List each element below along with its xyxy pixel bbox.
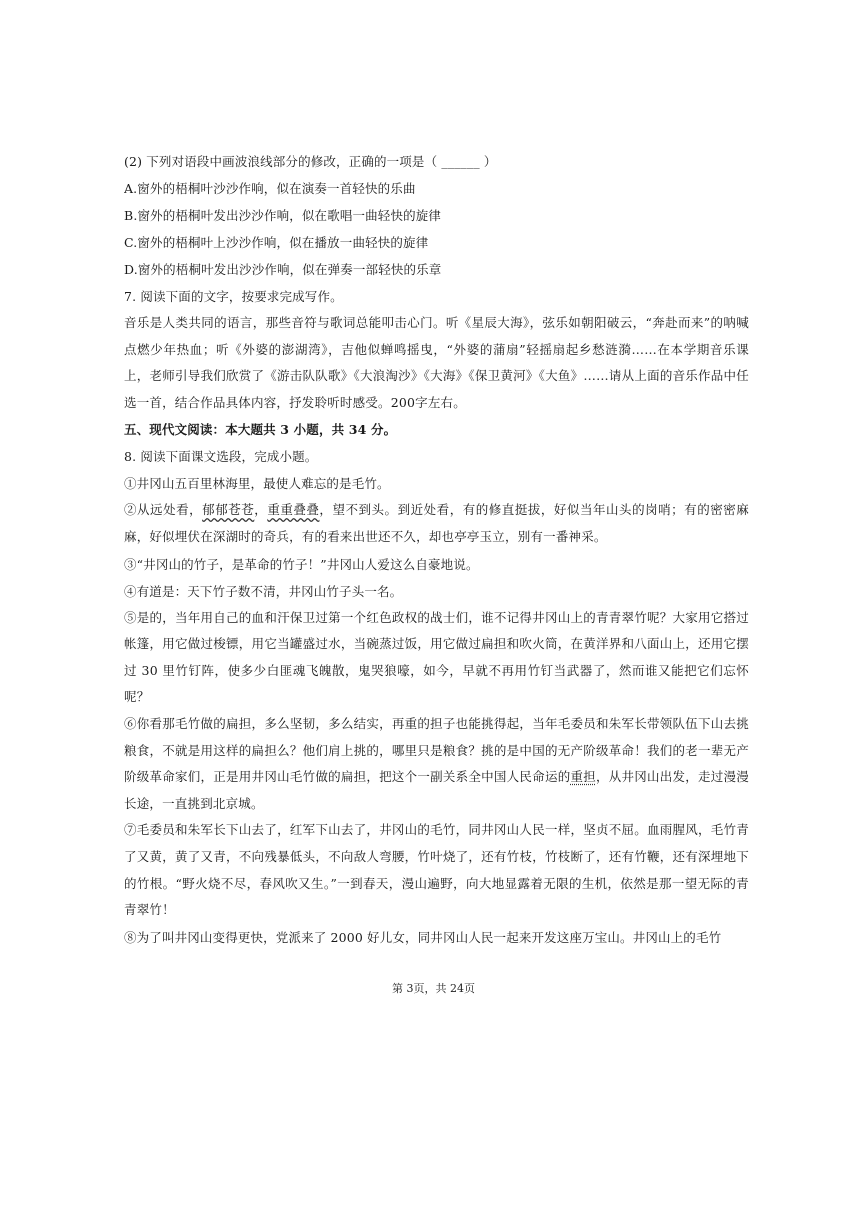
- section-5-heading: 五、现代文阅读：本大题共 3 小题，共 34 分。: [124, 422, 397, 438]
- passage-paragraph-5: ⑤是的，当年用自己的血和汗保卫过第一个红色政权的战士们，谁不记得井冈山上的青青翠竹呢？大家用它搭过帐篷，用它做过梭镖，用它当罐盛过水，当碗蒸过饭，用它做过扁担和吹火筒，在黄洋界和八面山上，还用它摆过 30 里竹钉阵，使多少白匪魂飞魄散，鬼哭狼嚎，如今，早就不再用竹钉当武器了，然而谁又能把它们忘怀呢？: [124, 609, 749, 705]
- passage-paragraph-6: [124, 711, 749, 817]
- paragraph-6-text-a: ⑥你看那毛竹做的扁担，多么坚韧，多么结实，再重的担子也能挑得起，当年毛委员和朱军长带领队伍下山去挑粮食，不就是用这样的扁担么？他们肩上挑的，哪里只是粮食？挑的是中国的无产阶级革命！我们的老一辈无产阶级革命家们，正是用井冈山毛竹做的扁担，把这个一副关系全中国人民命运的: [124, 715, 749, 785]
- wavy-underline-phrase-1: 郁郁苍苍: [202, 502, 255, 518]
- passage-paragraph-8: ⑧为了叫井冈山变得更快，党派来了 2000 好儿女，同井冈山人民一起来开发这座万宝山。井冈山上的毛竹: [124, 929, 722, 945]
- paragraph-2-text-c: ，望不到头。到近处看，有的修直挺拔，好似当年山头的岗哨；有的密密麻麻，好似埋伏在深湖时的奇兵，有的看来出世还不久，却也亭亭玉立，别有一番神采。: [124, 502, 749, 544]
- passage-paragraph-1: ①井冈山五百里林海里，最使人难忘的是毛竹。: [124, 476, 390, 492]
- passage-paragraph-3: ③“井冈山的竹子，是革命的竹子！”井冈山人爱这么自豪地说。: [124, 556, 479, 572]
- wavy-underline-phrase-2: 重重叠叠: [267, 502, 320, 518]
- passage-paragraph-2: [124, 497, 749, 550]
- paragraph-2-text-a: ②从远处看，: [124, 502, 203, 518]
- option-a: A.窗外的梧桐叶沙沙作响，似在演奏一首轻快的乐曲: [124, 181, 416, 196]
- passage-paragraph-7: ⑦毛委员和朱军长下山去了，红军下山去了，井冈山的毛竹，同井冈山人民一样，坚贞不屈。血雨腥风，毛竹青了又黄，黄了又青，不向残暴低头，不向敌人弯腰，竹叶烧了，还有竹枝，竹枝断了，还有竹鞭，还有深埋地下的竹根。“野火烧不尽，春风吹又生。”一到春天，漫山遍野，向大地显露着无限的生机，依然是那一望无际的青青翠竹！: [124, 822, 749, 918]
- option-c: C.窗外的梧桐叶上沙沙作响，似在播放一曲轻快的旋律: [124, 235, 429, 250]
- paragraph-2-text-b: ，: [254, 502, 268, 518]
- question-6-2-stem: (2) 下列对语段中画波浪线部分的修改，正确的一项是（ ______ ）: [124, 154, 497, 169]
- question-7-body: 音乐是人类共同的语言，那些音符与歌词总能叩击心门。听《星辰大海》，弦乐如朝阳破云，“奔赴而来”的呐喊点燃少年热血；听《外婆的澎湖湾》，吉他似蝉鸣摇曳，“外婆的蒲扇”轻摇扇起乡愁涟漪……在本学期音乐课上，老师引导我们欣赏了《游击队队歌》《大浪淘沙》《大海》《保卫黄河》《大鱼》……请从上面的音乐作品中任选一首，结合作品具体内容，抒发聆听时感受。200字左右。: [124, 315, 749, 410]
- dotted-underline-word: 重担: [570, 769, 596, 785]
- page-footer: 第 3页，共 24页: [392, 982, 475, 995]
- option-d: D.窗外的梧桐叶发出沙沙作响，似在弹奏一部轻快的乐章: [124, 262, 442, 277]
- passage-paragraph-4: ④有道是：天下竹子数不清，井冈山竹子头一名。: [124, 583, 403, 599]
- question-8-title: 8. 阅读下面课文选段，完成小题。: [124, 449, 318, 465]
- option-b: B.窗外的梧桐叶发出沙沙作响，似在歌唱一曲轻快的旋律: [124, 208, 442, 223]
- paragraph-6-text-b: ，从井冈山出发，走过漫漫长途，一直挑到北京城。: [124, 769, 749, 811]
- question-7-title: 7. 阅读下面的文字，按要求完成写作。: [124, 289, 343, 304]
- page-content: [124, 148, 749, 951]
